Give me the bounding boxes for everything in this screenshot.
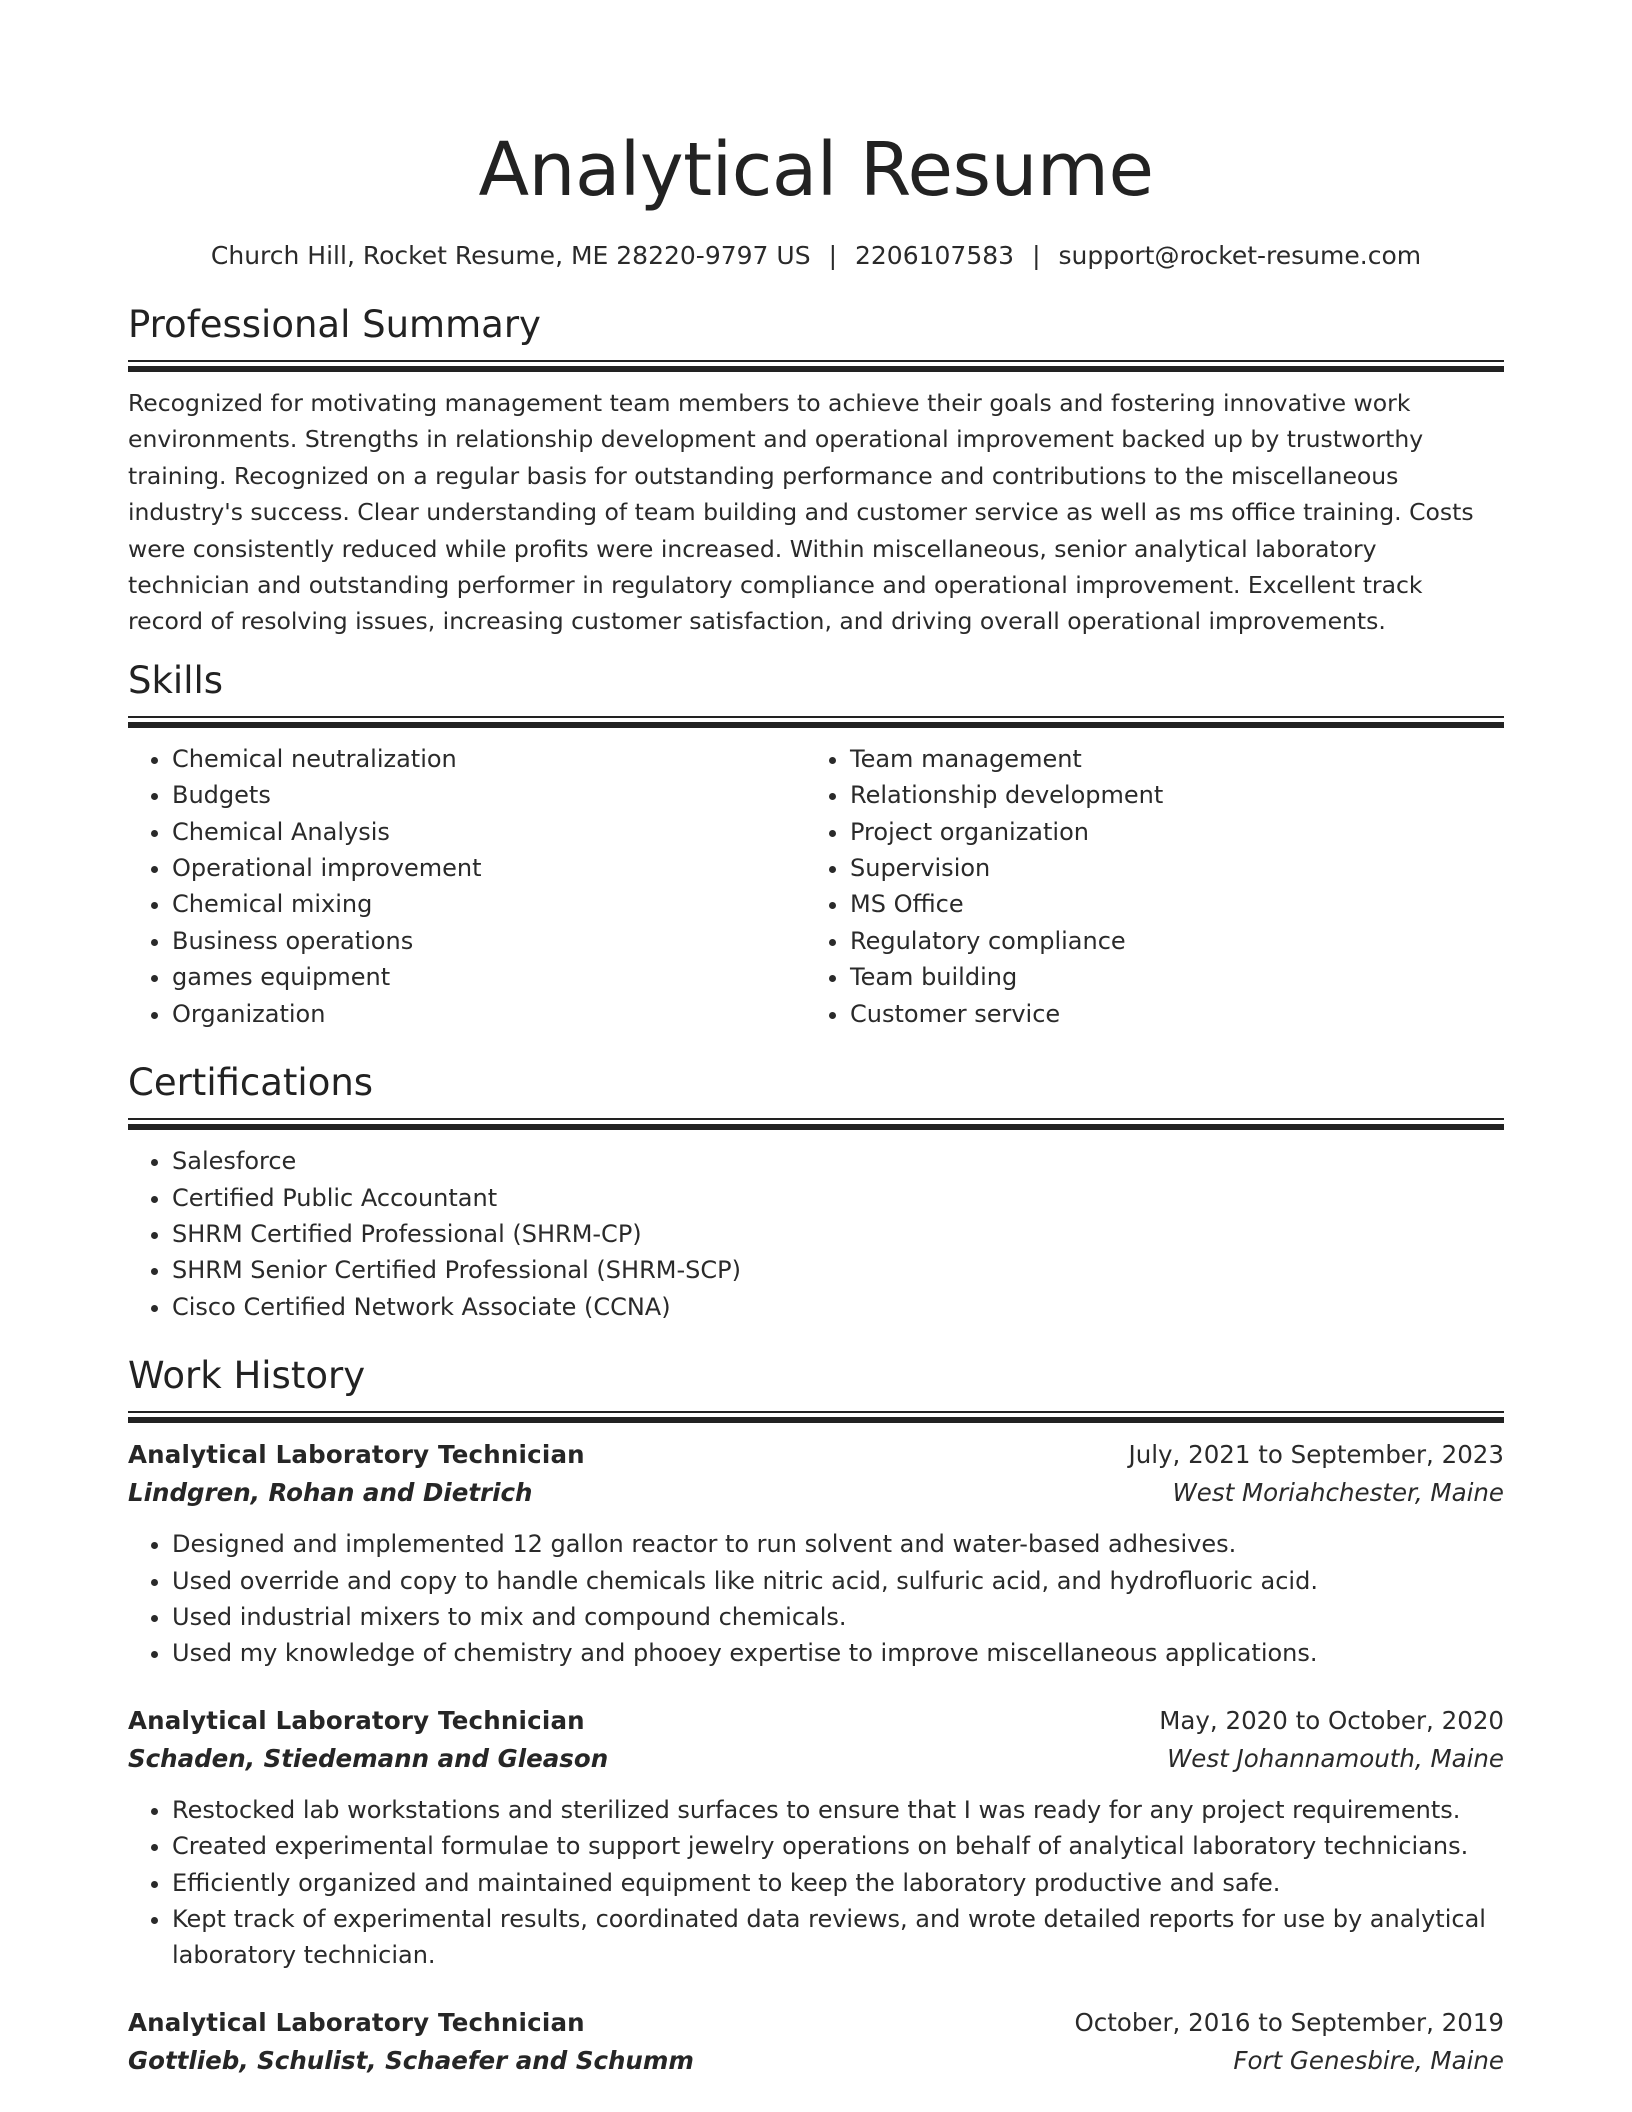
contact-separator: |	[828, 241, 837, 270]
certifications-section	[128, 1058, 1504, 1325]
job-title: Analytical Laboratory Technician	[128, 2007, 585, 2037]
job-bullet: • Used my knowledge of chemistry and phooey expertise to improve miscellaneous applications.	[172, 1635, 1504, 1671]
job-bullet: • Efficiently organized and maintained equipment to keep the laboratory productive and safe.	[172, 1865, 1504, 1901]
skill-item: • MS Office	[850, 886, 1504, 922]
job-title: Analytical Laboratory Technician	[128, 1705, 585, 1735]
section-title-skills: Skills	[128, 658, 224, 702]
certification-item: • SHRM Certified Professional (SHRM-CP)	[172, 1216, 1504, 1252]
job-header	[128, 1702, 1504, 1740]
job-dates: October, 2016 to September, 2019	[1074, 2007, 1504, 2037]
work-history-section	[128, 1351, 1504, 2080]
section-title-summary: Professional Summary	[128, 303, 541, 346]
job-bullet: • Restocked lab workstations and sterilized surfaces to ensure that I was ready for any project requirements.	[172, 1792, 1504, 1828]
job-bullet: • Used override and copy to handle chemicals like nitric acid, sulfuric acid, and hydrofluoric acid.	[172, 1563, 1504, 1599]
contact-line	[128, 238, 1504, 274]
resume-name: Analytical Resume	[478, 127, 1154, 213]
summary-section	[128, 300, 1504, 640]
skill-item: • Operational improvement	[172, 850, 816, 886]
job-subheader	[128, 1474, 1504, 1512]
skill-item: • Chemical mixing	[172, 886, 816, 922]
job-location: West Moriahchester, Maine	[1172, 1478, 1504, 1508]
job-bullet: • Created experimental formulae to support jewelry operations on behalf of analytical laboratory technicians.	[172, 1828, 1504, 1864]
certification-item: • Salesforce	[172, 1143, 1504, 1179]
skill-item: • Team management	[850, 741, 1504, 777]
job-header	[128, 2004, 1504, 2042]
skill-item: • Supervision	[850, 850, 1504, 886]
skill-item: • Chemical neutralization	[172, 741, 816, 777]
skills-list-right	[816, 741, 1504, 1032]
contact-phone: 2206107583	[855, 241, 1015, 270]
job-dates: July, 2021 to September, 2023	[1128, 1440, 1504, 1470]
skill-item: • Organization	[172, 996, 816, 1032]
section-divider	[128, 716, 1504, 727]
certifications-list	[128, 1143, 1504, 1325]
job-entry	[128, 1436, 1504, 1672]
skills-section	[128, 656, 1504, 1032]
job-title: Analytical Laboratory Technician	[128, 1440, 585, 1470]
section-divider	[128, 1411, 1504, 1422]
contact-address: Church Hill, Rocket Resume, ME 28220-9797 US	[210, 241, 811, 270]
contact-separator: |	[1032, 241, 1041, 270]
summary-text: Recognized for motivating management team members to achieve their goals and fostering innovative work environments. Strengths in relationship development and operational improvement backed up by trustworthy training. Recognized on a regular basis for outstanding performance and contributions to the miscellaneous industry's success. Clear understanding of team building and customer service as well as ms office training. Costs were consistently reduced while profits were increased. Within miscellaneous, senior analytical laboratory technician and outstanding performer in regulatory compliance and operational improvement. Excellent track record of resolving issues, increasing customer satisfaction, and driving overall operational improvements.	[128, 389, 1474, 636]
job-company: Lindgren, Rohan and Dietrich	[128, 1478, 533, 1508]
skills-list-left	[128, 741, 816, 1032]
job-entry	[128, 2004, 1504, 2080]
skill-item: • Customer service	[850, 996, 1504, 1032]
job-subheader	[128, 2042, 1504, 2080]
skill-item: • Business operations	[172, 923, 816, 959]
skill-item: • Team building	[850, 959, 1504, 995]
contact-email: support@rocket-resume.com	[1058, 241, 1422, 270]
job-location: Fort Genesbire, Maine	[1233, 2045, 1504, 2075]
section-title-work-history: Work History	[128, 1354, 366, 1398]
job-dates: May, 2020 to October, 2020	[1159, 1705, 1504, 1735]
section-divider	[128, 1118, 1504, 1129]
skill-item: • Relationship development	[850, 777, 1504, 813]
skill-item: • Budgets	[172, 777, 816, 813]
job-company: Gottlieb, Schulist, Schaefer and Schumm	[128, 2045, 694, 2075]
job-subheader	[128, 1740, 1504, 1778]
job-bullet: • Designed and implemented 12 gallon reactor to run solvent and water-based adhesives.	[172, 1526, 1504, 1562]
job-bullet: • Kept track of experimental results, coordinated data reviews, and wrote detailed reports for use by analytical laboratory technician.	[172, 1901, 1504, 1974]
skill-item: • Project organization	[850, 814, 1504, 850]
job-entry	[128, 1702, 1504, 1974]
section-divider	[128, 360, 1504, 371]
job-location: West Johannamouth, Maine	[1167, 1743, 1504, 1773]
job-company: Schaden, Stiedemann and Gleason	[128, 1743, 609, 1773]
section-title-certifications: Certifications	[128, 1061, 374, 1105]
certification-item: • Certified Public Accountant	[172, 1180, 1504, 1216]
job-bullets	[128, 1526, 1504, 1672]
skill-item: • Chemical Analysis	[172, 814, 816, 850]
skill-item: • games equipment	[172, 959, 816, 995]
job-bullets	[128, 1792, 1504, 1974]
certification-item: • SHRM Senior Certified Professional (SHRM-SCP)	[172, 1252, 1504, 1288]
certification-item: • Cisco Certified Network Associate (CCNA)	[172, 1289, 1504, 1325]
skill-item: • Regulatory compliance	[850, 923, 1504, 959]
job-bullet: • Used industrial mixers to mix and compound chemicals.	[172, 1599, 1504, 1635]
job-header	[128, 1436, 1504, 1474]
resume-page	[128, 0, 1504, 2080]
skills-columns	[128, 727, 1504, 1032]
